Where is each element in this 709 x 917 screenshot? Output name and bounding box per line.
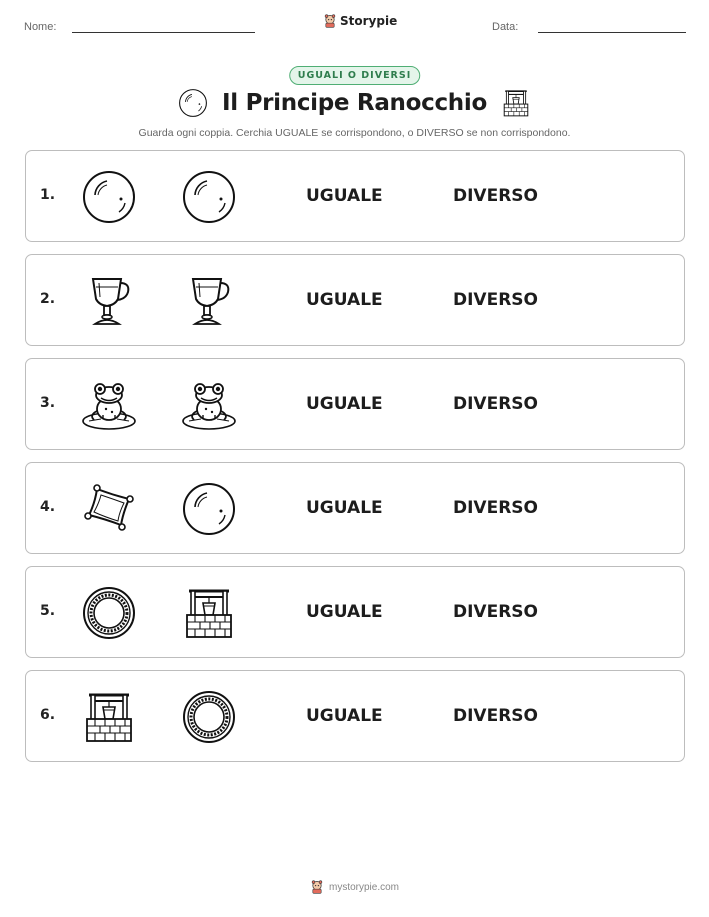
footer-url: mystorypie.com <box>328 881 399 893</box>
goblet-icon <box>81 273 137 329</box>
wishing-well-icon <box>81 689 137 745</box>
brand-logo <box>323 13 397 29</box>
question-row <box>25 670 685 762</box>
option-diverso[interactable]: DIVERSO <box>453 186 538 206</box>
instructions: Guarda ogni coppia. Cerchia UGUALE se corrispondono, o DIVERSO se non corrispondono. <box>138 127 571 139</box>
question-number: 6. <box>40 707 56 723</box>
question-number: 3. <box>40 395 56 411</box>
ornate-plate-icon <box>181 689 237 745</box>
option-diverso[interactable]: DIVERSO <box>453 602 538 622</box>
question-row <box>25 254 685 346</box>
option-uguale[interactable]: UGUALE <box>306 186 383 206</box>
question-number: 5. <box>40 603 56 619</box>
option-uguale[interactable]: UGUALE <box>306 498 383 518</box>
option-diverso[interactable]: DIVERSO <box>453 498 538 518</box>
question-number: 4. <box>40 499 56 515</box>
crystal-ball-icon <box>181 169 237 225</box>
question-row <box>25 358 685 450</box>
page-title: Il Principe Ranocchio <box>222 90 487 116</box>
footer <box>0 879 709 895</box>
wishing-well-icon <box>181 585 237 641</box>
question-row <box>25 566 685 658</box>
pillow-icon <box>81 481 137 537</box>
question-row <box>25 462 685 554</box>
ornate-plate-icon <box>81 585 137 641</box>
worksheet-type-badge: UGUALI O DIVERSI <box>289 66 421 85</box>
option-diverso[interactable]: DIVERSO <box>453 290 538 310</box>
question-row <box>25 150 685 242</box>
title-row <box>0 88 709 118</box>
date-label: Data: <box>492 21 519 33</box>
goblet-icon <box>181 273 237 329</box>
storypie-mascot-icon <box>310 879 324 895</box>
crystal-ball-icon <box>178 88 208 118</box>
brand-name: Storypie <box>340 14 398 28</box>
crystal-ball-icon <box>81 169 137 225</box>
option-uguale[interactable]: UGUALE <box>306 602 383 622</box>
option-uguale[interactable]: UGUALE <box>306 290 383 310</box>
storypie-mascot-icon <box>323 13 337 29</box>
question-number: 1. <box>40 187 56 203</box>
option-uguale[interactable]: UGUALE <box>306 706 383 726</box>
frog-on-lily-pad-icon <box>81 377 137 433</box>
crystal-ball-icon <box>181 481 237 537</box>
question-number: 2. <box>40 291 56 307</box>
option-diverso[interactable]: DIVERSO <box>453 394 538 414</box>
name-label: Nome: <box>24 21 57 33</box>
date-field[interactable] <box>538 32 686 33</box>
option-uguale[interactable]: UGUALE <box>306 394 383 414</box>
name-field[interactable] <box>72 32 255 33</box>
wishing-well-icon <box>501 88 531 118</box>
option-diverso[interactable]: DIVERSO <box>453 706 538 726</box>
frog-on-lily-pad-icon <box>181 377 237 433</box>
